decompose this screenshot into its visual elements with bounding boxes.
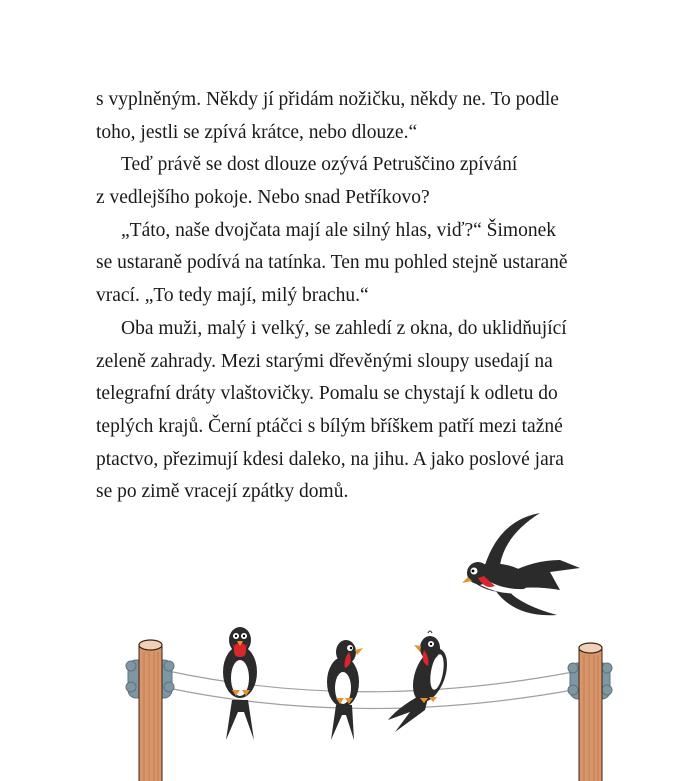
text-line: se ustaraně podívá na tatínka. Ten mu pohled stejně ustaraně	[96, 252, 568, 274]
text-line: „Táto, naše dvojčata mají ale silný hlas, viď?“ Šimonek	[121, 219, 556, 241]
text-line: se po zimě vracejí zpátky domů.	[96, 481, 349, 503]
swallow-perched-side	[388, 631, 454, 732]
text-line: telegrafní dráty vlaštovičky. Pomalu se chystají k odletu do	[96, 383, 558, 405]
text-line: teplých krajů. Černí ptáčci s bílým bříškem patří mezi tažné	[96, 415, 563, 437]
left-pole-top	[139, 640, 162, 650]
text-line: toho, jestli se zpívá krátce, nebo dlouze.“	[96, 121, 418, 143]
left-pole	[126, 640, 174, 781]
text-line: zeleně zahrady. Mezi starými dřevěnými sloupy usedají na	[96, 350, 553, 372]
text-line: Teď právě se dost dlouze ozývá Petruščino zpívání	[121, 154, 518, 176]
text-line: s vyplněným. Někdy jí přidám nožičku, někdy ne. To podle	[96, 89, 559, 110]
text-line: vrací. „To tedy mají, milý brachu.“	[96, 285, 369, 307]
swallow-perched-middle	[327, 640, 363, 740]
right-pole	[568, 643, 612, 781]
left-pole-shaft	[139, 645, 162, 781]
text-line: Oba muži, malý i velký, se zahledí z okna, do uklidňující	[121, 317, 567, 339]
story-text	[96, 84, 636, 509]
swallow-flying	[462, 513, 580, 615]
right-pole-top	[579, 643, 602, 653]
text-line: ptactvo, přezimují kdesi daleko, na jihu. A jako poslové jara	[96, 448, 564, 470]
right-pole-shaft	[579, 648, 602, 781]
text-line: z vedlejšího pokoje. Nebo snad Petříkovo?	[96, 187, 430, 209]
swallows-illustration	[0, 505, 698, 781]
swallow-perched-front	[223, 627, 257, 740]
